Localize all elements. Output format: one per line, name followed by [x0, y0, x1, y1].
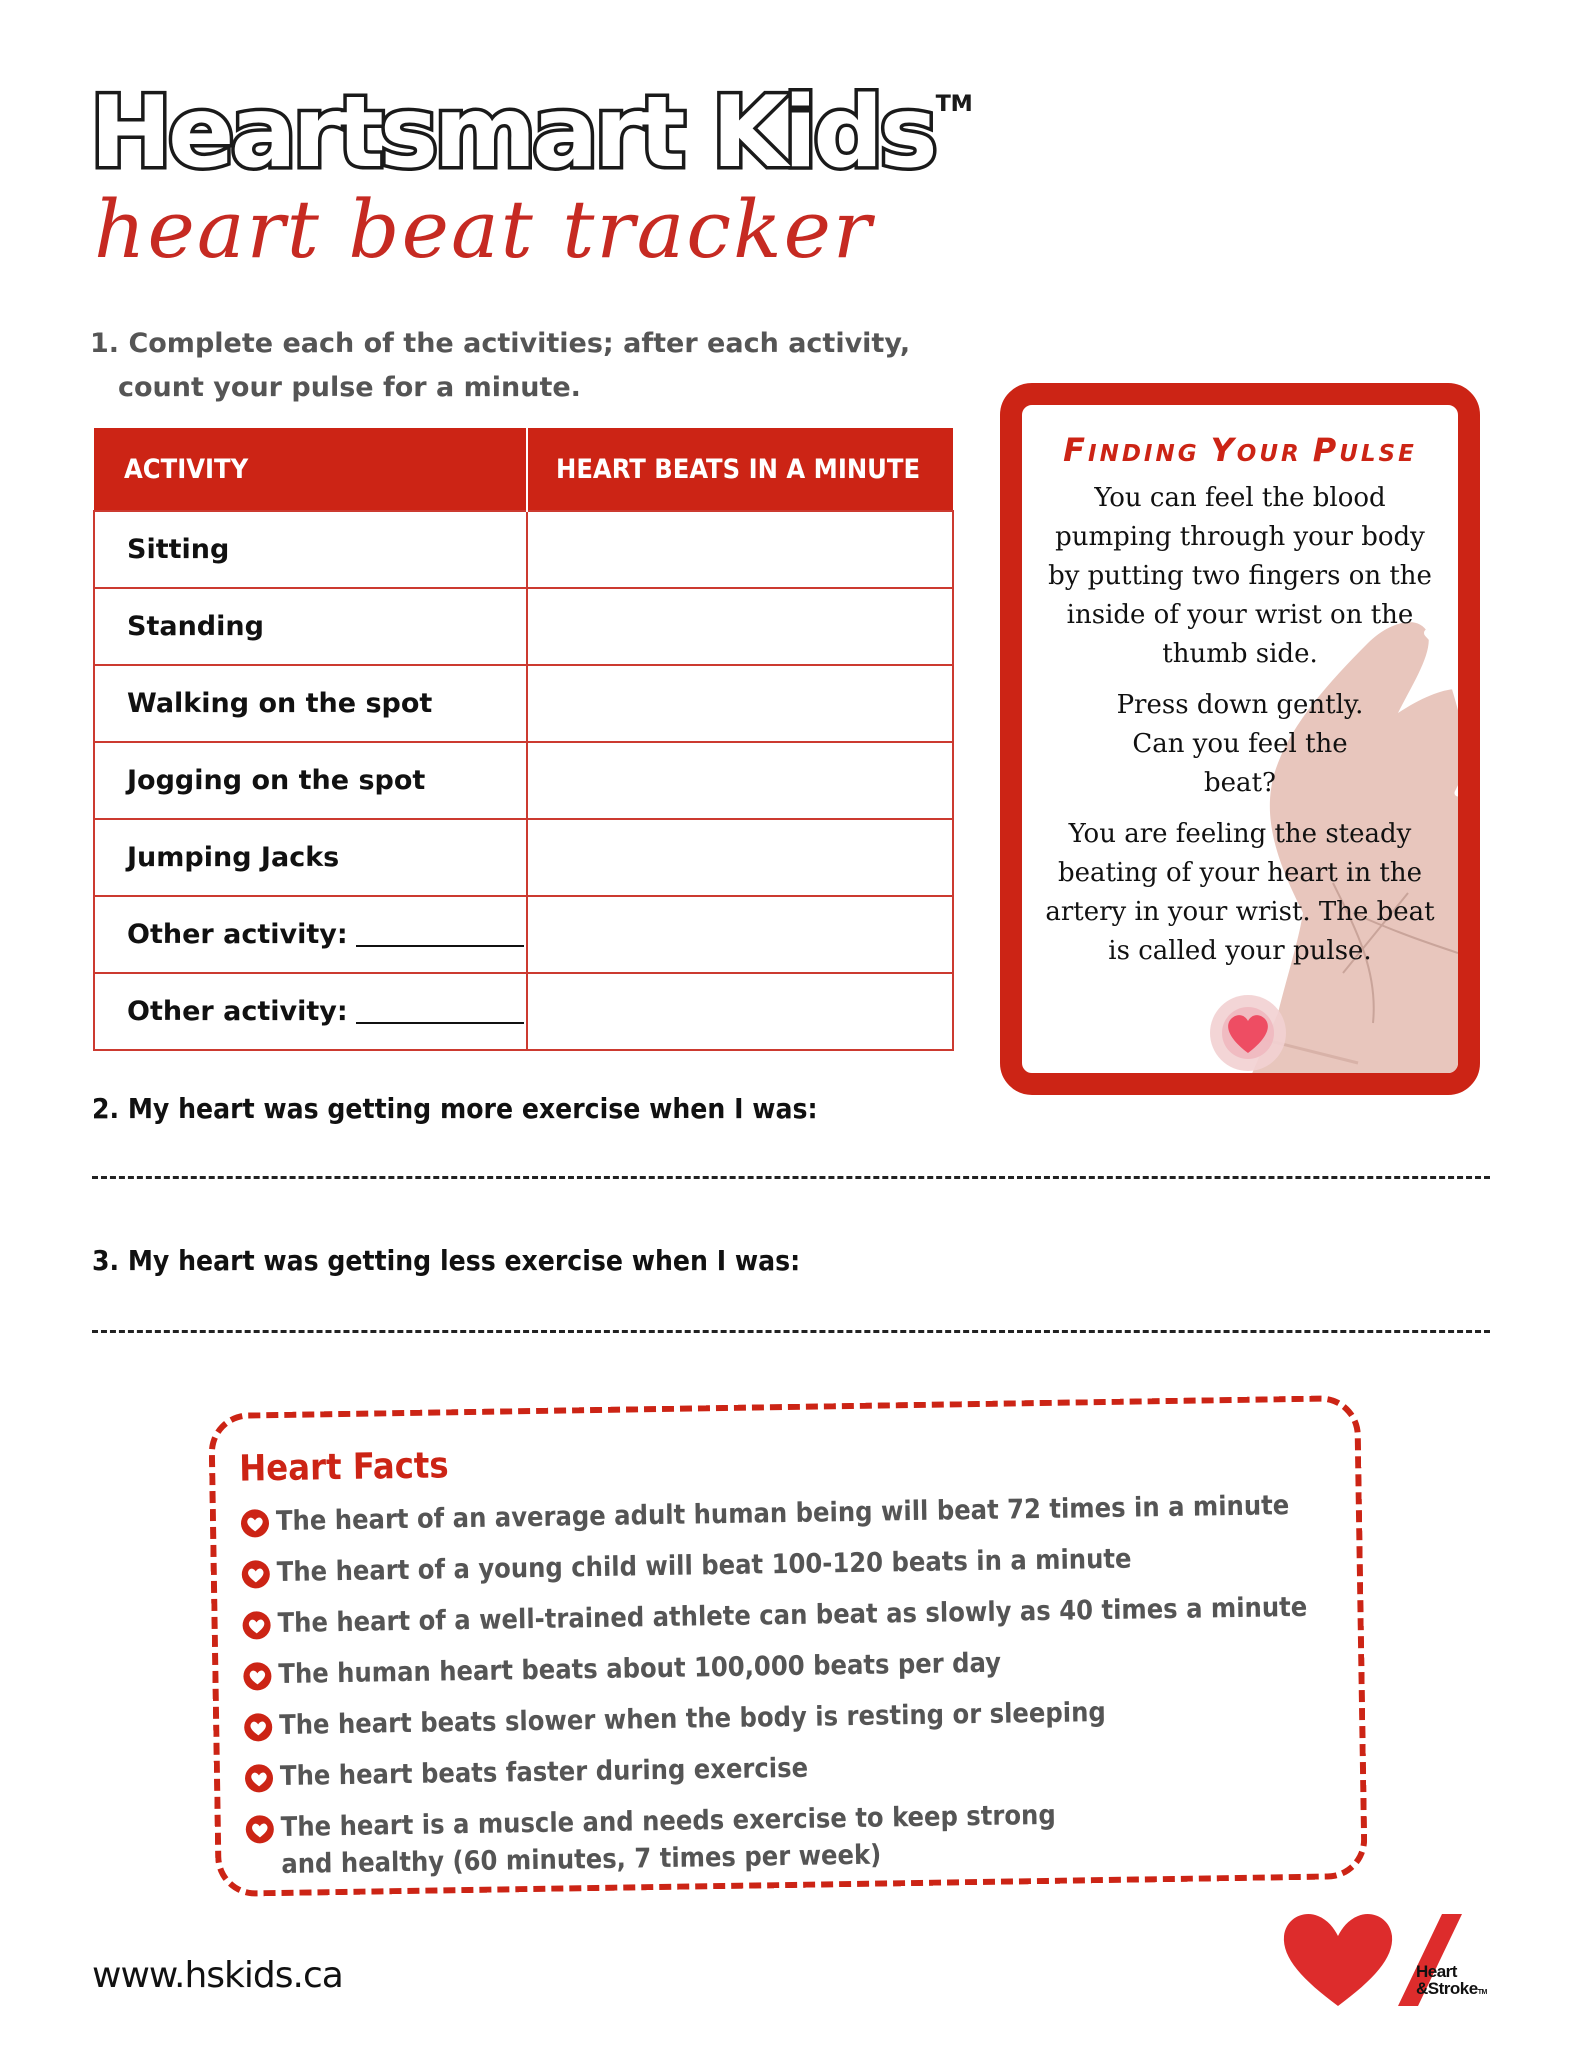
- beats-entry-cell[interactable]: [527, 588, 953, 665]
- fact-item: [242, 1639, 1358, 1694]
- logo-line-2: &Stroke: [1416, 1979, 1478, 1998]
- title-rest-pulse: ULSE: [1339, 441, 1417, 467]
- heart-circle-icon: [244, 1763, 274, 1793]
- trademark-mark: TM: [935, 92, 973, 117]
- logo-line-1: Heart: [1416, 1962, 1457, 1981]
- fact-item: [244, 1741, 1360, 1796]
- fact-text: The human heart beats about 100,000 beats per day: [278, 1647, 1002, 1691]
- brand-title-text: Heartsmart Kids: [90, 76, 934, 190]
- instruction-1: [90, 322, 950, 410]
- beats-entry-cell[interactable]: [527, 742, 953, 819]
- website-link[interactable]: www.hskids.ca: [92, 1955, 343, 1996]
- title-cap-f: F: [1063, 431, 1089, 469]
- beats-entry-cell[interactable]: [527, 896, 953, 973]
- beats-entry-cell[interactable]: [527, 973, 953, 1050]
- heart-circle-icon: [245, 1814, 275, 1844]
- activity-table: [93, 428, 954, 1051]
- fact-text: The heart of an average adult human being will beat 72 times in a minute: [275, 1490, 1290, 1538]
- activity-cell: Walking on the spot: [94, 665, 527, 742]
- title-cap-y: Y: [1210, 431, 1237, 469]
- column-header-activity: ACTIVITY: [94, 428, 527, 511]
- instruction-line-2: count your pulse for a minute.: [118, 372, 581, 403]
- fact-text: The heart beats slower when the body is resting or sleeping: [278, 1697, 1106, 1741]
- other-activity-blank[interactable]: [356, 1022, 524, 1024]
- fact-text: The heart beats faster during exercise: [279, 1752, 809, 1792]
- worksheet-title: heart beat tracker: [94, 183, 874, 276]
- table-row: [94, 896, 953, 973]
- other-activity-cell: [94, 973, 527, 1050]
- activity-cell: Jogging on the spot: [94, 742, 527, 819]
- heart-circle-icon: [241, 1610, 271, 1640]
- heart-and-stroke-wordmark: [1416, 1963, 1487, 2001]
- activity-cell: Standing: [94, 588, 527, 665]
- beats-entry-cell[interactable]: [527, 819, 953, 896]
- heart-facts-box: [208, 1395, 1367, 1897]
- activity-cell: Sitting: [94, 511, 527, 588]
- heart-facts-title: Heart Facts: [238, 1445, 449, 1490]
- activity-cell: Jumping Jacks: [94, 819, 527, 896]
- pulse-paragraph-2: Press down gently. Can you feel the beat?: [1116, 690, 1364, 798]
- question-2-label: 2. My heart was getting more exercise when I was:: [92, 1092, 818, 1125]
- fact-item: [241, 1588, 1357, 1643]
- other-activity-label: Other activity:: [127, 919, 348, 950]
- heart-circle-icon: [243, 1712, 273, 1742]
- heart-circle-icon: [241, 1559, 271, 1589]
- table-row: [94, 665, 953, 742]
- table-row: [94, 588, 953, 665]
- pulse-paragraph-3: You are feeling the steady beating of your heart in the artery in your wrist. The beat is called your pulse.: [1045, 819, 1435, 966]
- table-row: [94, 973, 953, 1050]
- fact-item: [240, 1537, 1356, 1592]
- fact-item: [245, 1792, 1362, 1884]
- fact-text: The heart is a muscle and needs exercise to keep strong and healthy (60 minutes, 7 times per week): [280, 1799, 1056, 1880]
- table-row: [94, 511, 953, 588]
- finding-your-pulse-card: [1000, 383, 1480, 1095]
- fact-text: The heart of a young child will beat 100-120 beats in a minute: [276, 1543, 1132, 1589]
- brand-title: [90, 76, 973, 190]
- table-row: [94, 819, 953, 896]
- other-activity-blank[interactable]: [356, 945, 524, 947]
- card-title: [1022, 431, 1458, 469]
- beats-entry-cell[interactable]: [527, 511, 953, 588]
- logo-heart-icon: [1284, 1914, 1392, 2006]
- logo-tm: TM: [1477, 1989, 1487, 1996]
- title-rest-your: OUR: [1236, 441, 1302, 467]
- table-header-row: [94, 428, 953, 511]
- question-2-answer-line[interactable]: [92, 1176, 1490, 1179]
- beats-entry-cell[interactable]: [527, 665, 953, 742]
- heart-circle-icon: [242, 1661, 272, 1691]
- heart-facts-list: [240, 1486, 1362, 1883]
- fact-item: [243, 1690, 1359, 1745]
- column-header-heart-beats: HEART BEATS IN A MINUTE: [527, 428, 953, 511]
- title-rest-finding: INDING: [1088, 441, 1200, 467]
- instruction-line-1: 1. Complete each of the activities; after each activity,: [90, 328, 911, 359]
- table-row: [94, 742, 953, 819]
- fact-item: [240, 1486, 1356, 1541]
- heart-circle-icon: [240, 1508, 270, 1538]
- question-3-answer-line[interactable]: [92, 1330, 1490, 1333]
- other-activity-label: Other activity:: [127, 996, 348, 1027]
- other-activity-cell: [94, 896, 527, 973]
- fact-text: The heart of a well-trained athlete can beat as slowly as 40 times a minute: [277, 1591, 1308, 1640]
- title-cap-p: P: [1312, 431, 1340, 469]
- question-3-label: 3. My heart was getting less exercise when I was:: [92, 1244, 801, 1277]
- pulse-paragraph-1: You can feel the blood pumping through your body by putting two fingers on the inside of your wrist on the thumb side.: [1048, 483, 1432, 669]
